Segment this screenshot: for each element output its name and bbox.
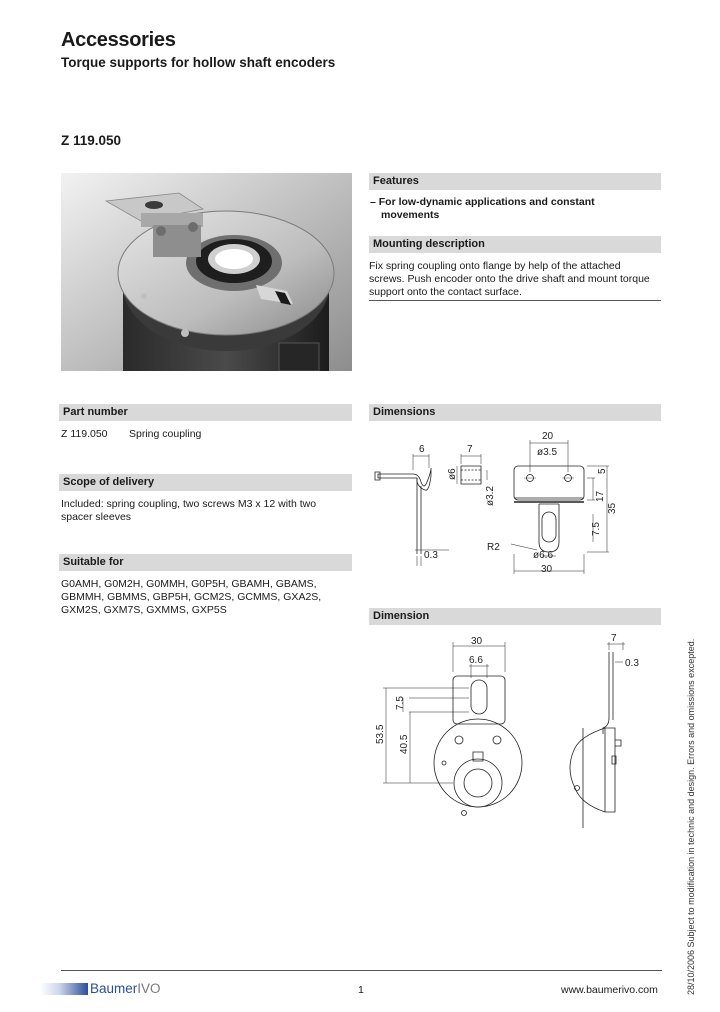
brand-name: Baumer: [90, 981, 138, 996]
suitable-line: GXM2S, GXM7S, GXMMS, GXP5S: [61, 604, 227, 616]
dim-label: 35: [607, 502, 618, 514]
dim-label: 5: [597, 468, 608, 474]
dimensions-drawing: [369, 424, 661, 584]
dim-label: ø6: [447, 468, 458, 480]
suitable-text: [61, 578, 353, 617]
dim-label: 7: [611, 633, 617, 644]
dim-label: ø3.2: [485, 485, 496, 506]
features-heading: Features: [369, 173, 661, 190]
brand-suffix: IVO: [137, 981, 161, 996]
dimension-drawing: [369, 628, 661, 838]
suitable-line: GBMMH, GBMMS, GBP5H, GCM2S, GCMMS, GXA2S,: [61, 591, 322, 603]
dim-label: ø3.5: [537, 447, 558, 458]
mounting-line: support onto the contact surface.: [369, 286, 522, 298]
page-subtitle: Torque supports for hollow shaft encoders: [61, 55, 336, 70]
suitable-heading: Suitable for: [59, 554, 352, 571]
mounting-line: screws. Push encoder onto the drive shaft and mount torque: [369, 273, 650, 285]
dim-label: 6: [419, 444, 425, 455]
dim-label: 7: [467, 444, 473, 455]
dim-label: 30: [471, 636, 483, 647]
dim-label: 40.5: [399, 734, 410, 754]
page-number: 1: [358, 984, 364, 996]
product-photo: [61, 173, 352, 371]
dim-label: ø6.6: [533, 550, 554, 561]
divider: [369, 300, 661, 301]
scope-line: spacer sleeves: [61, 511, 132, 523]
dim-label: 53.5: [375, 724, 386, 744]
mounting-text: [369, 260, 667, 299]
features-item: movements: [381, 209, 440, 221]
features-item: – For low-dynamic applications and constant: [370, 196, 595, 208]
features-list: [370, 196, 662, 222]
suitable-line: G0AMH, G0M2H, G0MMH, G0P5H, GBAMH, GBAMS,: [61, 578, 317, 590]
mounting-line: Fix spring coupling onto flange by help of the attached: [369, 260, 621, 272]
scope-heading: Scope of delivery: [59, 474, 352, 491]
dim-label: 30: [541, 564, 553, 575]
part-number-description: Spring coupling: [129, 428, 202, 440]
side-note-text: 28/10/2006 Subject to modification in technic and design. Errors and omissions excepted.: [686, 638, 696, 995]
brand-gradient-bar: [40, 983, 88, 995]
scope-text: [61, 498, 353, 524]
dim-label: 20: [542, 431, 554, 442]
brand-logo: [90, 981, 161, 996]
dim-label: 17: [595, 490, 606, 502]
scope-line: Included: spring coupling, two screws M3 x 12 with two: [61, 498, 317, 510]
dim-label: 0.3: [625, 658, 639, 669]
mounting-heading: Mounting description: [369, 236, 661, 253]
footer-url[interactable]: www.baumerivo.com: [561, 984, 658, 996]
dim-label: 0.3: [424, 550, 438, 561]
page-title: Accessories: [61, 29, 176, 51]
side-note: [686, 638, 706, 995]
dim-label: 6.6: [469, 655, 483, 666]
part-number-value: Z 119.050: [61, 428, 108, 440]
footer-divider: [61, 970, 662, 971]
dim-label: R2: [487, 542, 500, 553]
product-code: Z 119.050: [61, 133, 122, 148]
dim-label: 7.5: [395, 696, 406, 710]
dim-label: 7.5: [591, 522, 602, 536]
dimensions-heading: Dimensions: [369, 404, 661, 421]
dimension-heading: Dimension: [369, 608, 661, 625]
part-number-heading: Part number: [59, 404, 352, 421]
